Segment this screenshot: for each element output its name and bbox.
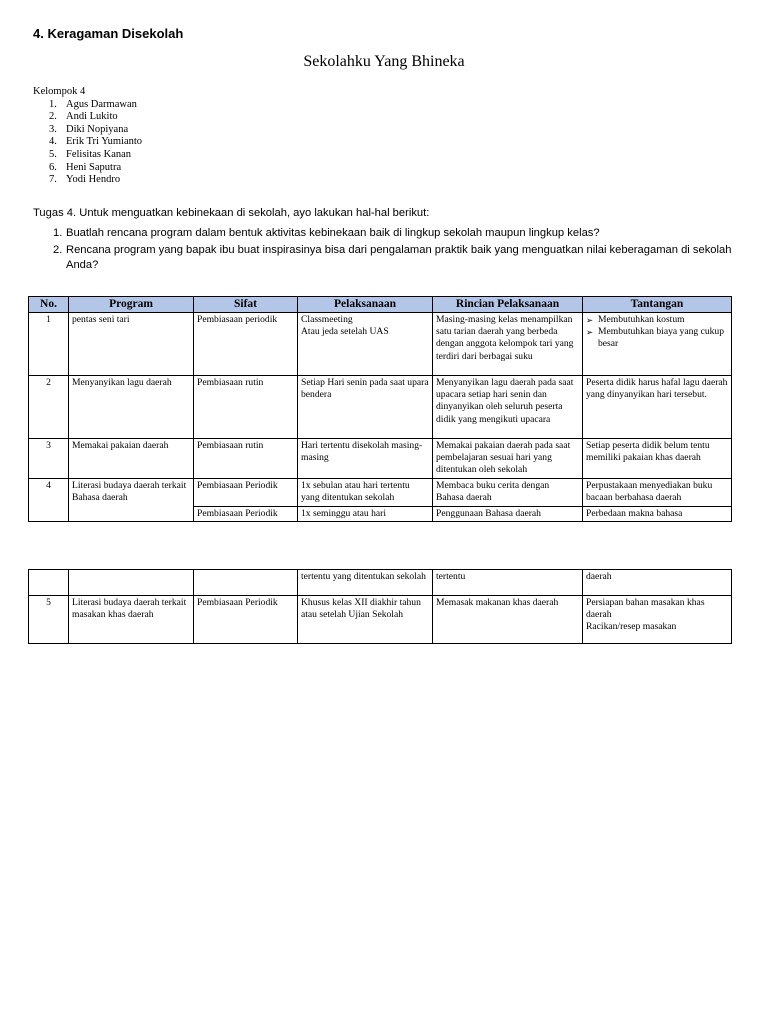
column-header-pelaksanaan: Pelaksanaan <box>298 297 433 313</box>
cell-tantangan: daerah <box>583 570 732 596</box>
list-item <box>33 162 142 175</box>
member-number: 3. <box>49 123 57 135</box>
cell-program: pentas seni tari <box>69 313 194 376</box>
member-number: 4. <box>49 136 57 148</box>
cell-pelaksanaan: Khusus kelas XII diakhir tahun atau setelah Ujian Sekolah <box>298 596 433 644</box>
cell-tantangan: Setiap peserta didik belum tentu memiliki pakaian khas daerah <box>583 439 732 479</box>
cell-pelaksanaan: Setiap Hari senin pada saat upara bendera <box>298 376 433 439</box>
column-header-no: No. <box>29 297 69 313</box>
cell-program: Literasi budaya daerah terkait Bahasa daerah <box>69 478 194 521</box>
cell-pelaksanaan: Hari tertentu disekolah masing-masing <box>298 439 433 479</box>
list-item: ➢ Membutuhkan kostum <box>586 314 728 326</box>
cell-tantangan: Perbedaan makna bahasa <box>583 506 732 521</box>
member-name: Yodi Hendro <box>66 174 121 186</box>
cell-rincian: tertentu <box>433 570 583 596</box>
pelaksanaan-line: Classmeeting <box>301 314 353 325</box>
table-row <box>29 313 732 376</box>
cell-sifat: Pembiasaan Periodik <box>194 596 298 644</box>
cell-sifat: Pembiasaan periodik <box>194 313 298 376</box>
cell-pelaksanaan: tertentu yang ditentukan sekolah <box>298 570 433 596</box>
cell-no <box>29 570 69 596</box>
cell-no: 5 <box>29 596 69 644</box>
column-header-sifat: Sifat <box>194 297 298 313</box>
member-name: Erik Tri Yumianto <box>66 136 143 148</box>
tantangan-line: Racikan/resep masakan <box>586 621 677 633</box>
cell-rincian: Menyanyikan lagu daerah pada saat upacara setiap hari senin dan dinyanyikan oleh seluruh peserta didik yang mengikuti upacara <box>433 376 583 439</box>
task-number: 1. <box>53 227 63 239</box>
cell-rincian: Memasak makanan khas daerah <box>433 596 583 644</box>
task-intro-text: Untuk menguatkan kebinekaan di sekolah, ayo lakukan hal-hal berikut: <box>79 207 430 219</box>
cell-no: 3 <box>29 439 69 479</box>
cell-tantangan: Peserta didik harus hafal lagu daerah yang dinyanyikan hari tersebut. <box>583 376 732 439</box>
column-header-program: Program <box>69 297 194 313</box>
task-text: Buatlah rencana program dalam bentuk aktivitas kebinekaan baik di lingkup sekolah maupun lingkup kelas? <box>66 227 600 239</box>
member-list <box>33 99 142 187</box>
cell-pelaksanaan: 1x sebulan atau hari tertentu yang ditentukan sekolah <box>298 478 433 506</box>
table-header-row <box>29 297 732 313</box>
cell-sifat <box>194 570 298 596</box>
table-row <box>29 596 732 644</box>
list-item: ➢ Membutuhkan biaya yang cukup besar <box>586 326 728 350</box>
member-name: Agus Darmawan <box>66 98 137 110</box>
cell-rincian: Masing-masing kelas menampilkan satu tarian daerah yang berbeda dengan anggota kelompok tari yang terdiri dari berbagai suku <box>433 313 583 376</box>
member-name: Felisitas Kanan <box>66 148 132 160</box>
member-name: Andi Lukito <box>66 111 118 123</box>
cell-program: Menyanyikan lagu daerah <box>69 376 194 439</box>
cell-program: Literasi budaya daerah terkait masakan khas daerah <box>69 596 194 644</box>
table-row <box>29 478 732 506</box>
section-heading: 4. Keragaman Disekolah <box>33 26 184 41</box>
cell-program: Memakai pakaian daerah <box>69 439 194 479</box>
tantangan-line: Persiapan bahan masakan khas daerah <box>586 597 705 621</box>
cell-rincian: Memakai pakaian daerah pada saat pembelajaran sesuai hari yang ditentukan oleh sekolah <box>433 439 583 479</box>
cell-tantangan <box>583 596 732 644</box>
program-table-continued <box>28 569 732 644</box>
member-number: 7. <box>49 174 57 186</box>
cell-sifat: Pembiasaan rutin <box>194 439 298 479</box>
cell-sifat: Pembiasaan rutin <box>194 376 298 439</box>
cell-no: 1 <box>29 313 69 376</box>
column-header-rincian: Rincian Pelaksanaan <box>433 297 583 313</box>
cell-pelaksanaan: 1x seminggu atau hari <box>298 506 433 521</box>
task-number: 2. <box>53 244 63 256</box>
table-row <box>29 376 732 439</box>
group-block <box>33 86 142 187</box>
group-label: Kelompok 4 <box>33 86 86 97</box>
task-intro <box>33 207 429 219</box>
table-row <box>29 439 732 479</box>
member-number: 1. <box>49 98 57 110</box>
list-item <box>33 124 142 137</box>
cell-sifat: Pembiasaan Periodik <box>194 506 298 521</box>
tantangan-list <box>586 314 728 351</box>
list-item <box>33 111 142 124</box>
member-name: Diki Nopiyana <box>66 123 129 135</box>
document-title: Sekolahku Yang Bhineka <box>303 53 465 70</box>
list-item <box>33 136 142 149</box>
cell-no: 4 <box>29 478 69 521</box>
program-table <box>28 296 732 522</box>
cell-tantangan <box>583 313 732 376</box>
cell-rincian: Membaca buku cerita dengan Bahasa daerah <box>433 478 583 506</box>
member-number: 6. <box>49 161 57 173</box>
list-item <box>33 174 142 187</box>
list-item <box>53 243 733 273</box>
cell-program <box>69 570 194 596</box>
task-text: Rencana program yang bapak ibu buat inspirasinya bisa dari pengalaman praktik baik yang menguatkan nilai keberagaman di sekolah Anda? <box>66 244 732 271</box>
list-item <box>53 226 733 241</box>
table-row <box>29 570 732 596</box>
member-name: Heni Saputra <box>66 161 122 173</box>
cell-rincian: Penggunaan Bahasa daerah <box>433 506 583 521</box>
cell-sifat: Pembiasaan Periodik <box>194 478 298 506</box>
column-header-tantangan: Tantangan <box>583 297 732 313</box>
cell-no: 2 <box>29 376 69 439</box>
cell-pelaksanaan <box>298 313 433 376</box>
member-number: 2. <box>49 111 57 123</box>
member-number: 5. <box>49 148 57 160</box>
list-item <box>33 149 142 162</box>
pelaksanaan-line: Atau jeda setelah UAS <box>301 326 389 338</box>
cell-tantangan: Perpustakaan menyediakan buku bacaan berbahasa daerah <box>583 478 732 506</box>
list-item <box>33 99 142 112</box>
task-list <box>53 226 733 275</box>
task-label: Tugas 4. <box>33 207 77 219</box>
